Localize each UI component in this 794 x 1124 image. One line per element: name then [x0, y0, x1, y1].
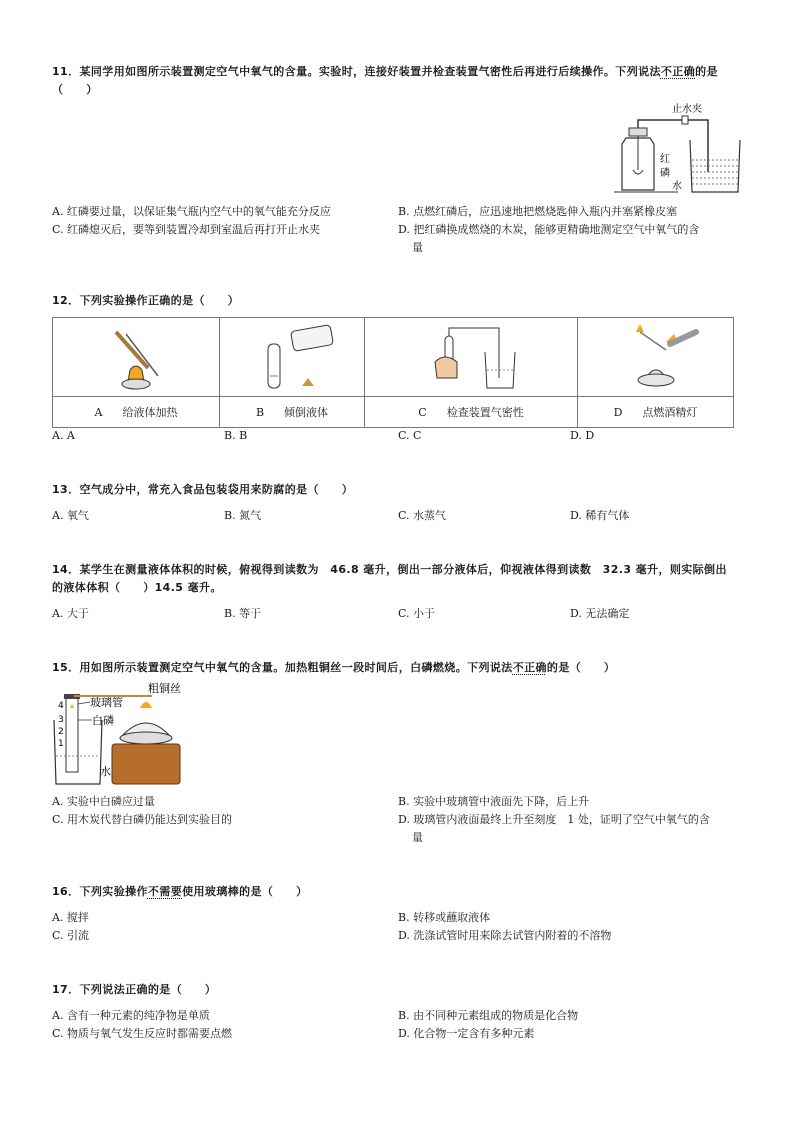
q15-figure: [52, 680, 202, 788]
q17-option-a[interactable]: A. 含有一种元素的纯净物是单质: [52, 1009, 210, 1022]
q11-option-c[interactable]: C. 红磷熄灭后，要等到装置冷却到室温后再打开止水夹: [52, 223, 321, 236]
q16-option-a[interactable]: A. 搅拌: [52, 911, 89, 924]
q15-fig-phos: 白磷: [92, 714, 114, 727]
q17-stem: 17．下列说法正确的是（ ）: [52, 983, 217, 996]
q13-option-d[interactable]: D. 稀有气体: [570, 509, 630, 522]
q15-option-c[interactable]: C. 用木炭代替白磷仍能达到实验目的: [52, 813, 233, 826]
q12-option-a[interactable]: A. A: [52, 429, 75, 442]
q15-option-b[interactable]: B. 实验中玻璃管中液面先下降，后上升: [398, 795, 590, 808]
q17-option-b[interactable]: B. 由不同种元素组成的物质是化合物: [398, 1009, 579, 1022]
q15-stem: 15．用如图所示装置测定空气中氧气的含量。加热粗铜丝一段时间后，白磷燃烧。下列说法不正确的是（ ）: [52, 661, 616, 674]
q15-fig-n2: 2: [58, 727, 64, 737]
q14-option-a[interactable]: A. 大于: [52, 607, 89, 620]
q16-option-b[interactable]: B. 转移或蘸取液体: [398, 911, 491, 924]
q12-option-b[interactable]: B. B: [224, 429, 248, 442]
q12-caption-b: B 倾倒液体: [220, 397, 365, 428]
q15-fig-n1: 1: [58, 739, 64, 749]
q12-image-b: [220, 318, 365, 397]
q15-fig-n3: 3: [58, 715, 64, 725]
q16-emphasis: 不需要: [147, 885, 183, 898]
q13-option-a[interactable]: A. 氧气: [52, 509, 89, 522]
q13-stem: 13．空气成分中，常充入食品包装袋用来防腐的是（ ）: [52, 483, 354, 496]
q11-fig-phos: 磷: [660, 168, 670, 179]
q14-option-d[interactable]: D. 无法确定: [570, 607, 630, 620]
q15-fig-water: 水: [100, 765, 111, 778]
q16-option-d[interactable]: D. 洗涤试管时用来除去试管内附着的不溶物: [398, 929, 612, 942]
q14-stem: 14．某学生在测量液体体积的时候，俯视得到读数为 46.8 毫升，倒出一部分液体后，仰视液体得到读数 32.3 毫升，则实际倒出 的液体体积（ ）14.5 毫升。: [52, 563, 727, 594]
q12-image-d: [578, 318, 734, 397]
q11-emphasis: 不正确: [660, 65, 696, 78]
q15-fig-tube: 玻璃管: [90, 696, 123, 709]
q12-stem: 12．下列实验操作正确的是（ ）: [52, 294, 240, 307]
q11-fig-water: 水: [672, 181, 682, 192]
q14-option-b[interactable]: B. 等于: [224, 607, 262, 620]
q11-fig-red: 红: [660, 154, 670, 165]
q12-image-c: [365, 318, 578, 397]
q15-option-d-cont: 量: [412, 831, 423, 844]
q11-stem: 11．某同学用如图所示装置测定空气中氧气的含量。实验时，连接好装置并检查装置气密性后再进行后续操作。下列说法不正确的是（ ）: [52, 65, 718, 96]
q13-option-b[interactable]: B. 氮气: [224, 509, 262, 522]
q11-fig-clamp-label: 止水夹: [672, 104, 702, 115]
q15-fig-wire: 粗铜丝: [148, 682, 181, 695]
q13-option-c[interactable]: C. 水蒸气: [398, 509, 447, 522]
q17-option-d[interactable]: D. 化合物一定含有多种元素: [398, 1027, 535, 1040]
q12-image-a: [53, 318, 220, 397]
q15-option-a[interactable]: A. 实验中白磷应过量: [52, 795, 155, 808]
q15-option-d[interactable]: D. 玻璃管内液面最终上升至刻度 1 处，证明了空气中氧气的含: [398, 813, 710, 826]
q11-option-b[interactable]: B. 点燃红磷后，应迅速地把燃烧匙伸入瓶内并塞紧橡皮塞: [398, 205, 678, 218]
q12-caption-a: A 给液体加热: [53, 397, 220, 428]
q12-caption-c: C 检查装置气密性: [365, 397, 578, 428]
q12-caption-d: D 点燃酒精灯: [578, 397, 734, 428]
q11-option-d[interactable]: D. 把红磷换成燃烧的木炭，能够更精确地测定空气中氧气的含: [398, 223, 700, 236]
q11-option-d-cont: 量: [412, 241, 423, 254]
q16-option-c[interactable]: C. 引流: [52, 929, 90, 942]
q12-option-c[interactable]: C. C: [398, 429, 422, 442]
q11-figure: [614, 100, 744, 196]
q17-option-c[interactable]: C. 物质与氧气发生反应时都需要点燃: [52, 1027, 233, 1040]
q14-option-c[interactable]: C. 小于: [398, 607, 436, 620]
q16-stem: 16．下列实验操作不需要使用玻璃棒的是（ ）: [52, 885, 308, 898]
q15-fig-n4: 4: [58, 701, 64, 711]
q12-figure-table: [52, 317, 734, 428]
q15-emphasis: 不正确: [512, 661, 547, 674]
q11-option-a[interactable]: A. 红磷要过量，以保证集气瓶内空气中的氧气能充分反应: [52, 205, 331, 218]
q12-option-d[interactable]: D. D: [570, 429, 595, 442]
